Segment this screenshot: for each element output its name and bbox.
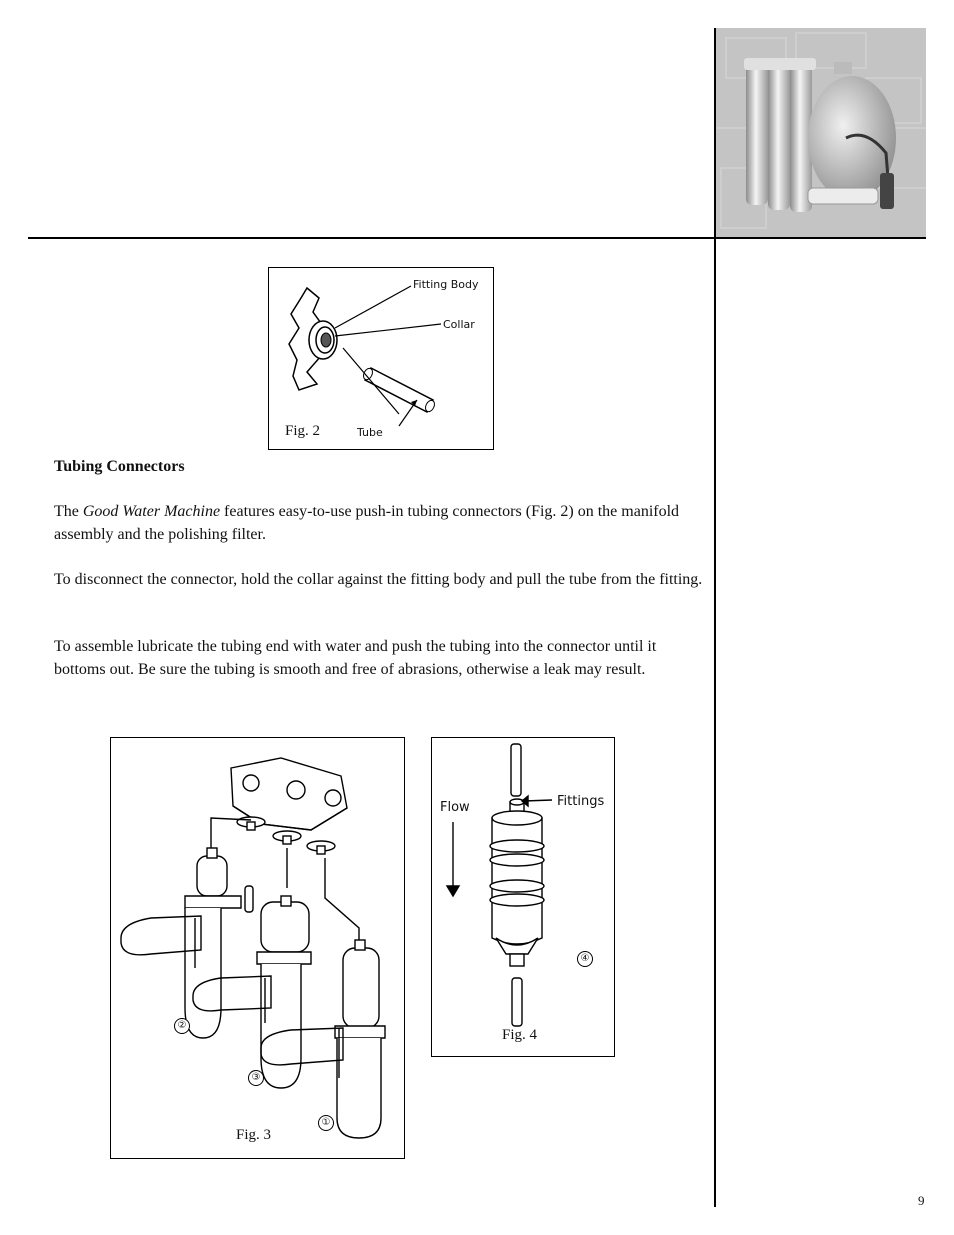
callout-4: ④: [577, 951, 593, 967]
figure-3-caption: Fig. 3: [236, 1127, 272, 1143]
callout-2: ②: [174, 1018, 190, 1034]
sidebar-vertical-rule: [714, 28, 716, 1207]
figure-3: [110, 737, 405, 1159]
polishing-filter-diagram: [432, 738, 614, 1056]
fitting-body-label: Fitting Body: [413, 278, 479, 291]
header-product-photo: [716, 28, 926, 237]
figure-2: [268, 267, 494, 450]
paragraph-disconnect: To disconnect the connector, hold the collar against the fitting body and pull the tube from the fitting.: [54, 571, 703, 588]
callout-1: ①: [318, 1115, 334, 1131]
collar-label: Collar: [443, 318, 475, 331]
product-name: Good Water Machine: [82, 503, 221, 520]
paragraph-assemble: To assemble lubricate the tubing end with water and push the tubing into the connector until it bottoms out. Be sure the tubing is smooth and free of abrasions, otherwise a leak may result.: [54, 638, 657, 678]
fitting-diagram: [269, 268, 493, 449]
figure-4-caption: Fig. 4: [502, 1027, 538, 1043]
section-heading: Tubing Connectors: [54, 458, 185, 475]
filter-assembly-diagram: [111, 738, 404, 1158]
product-photo-illustration: [716, 28, 926, 237]
intro-suffix: features easy-to-use push-in tubing connectors (Fig. 2) on the manifold assembly and the polishing filter.: [54, 503, 680, 543]
figure-2-caption: Fig. 2: [285, 423, 321, 439]
flow-label: Flow: [440, 800, 470, 815]
fittings-label: Fittings: [557, 794, 605, 809]
tube-label: Tube: [357, 426, 383, 439]
figure-4: [431, 737, 615, 1057]
header-horizontal-rule: [28, 237, 926, 239]
intro-prefix: The: [54, 503, 83, 520]
page-number: 9: [918, 1193, 925, 1208]
callout-3: ③: [248, 1070, 264, 1086]
paragraph-intro: [54, 501, 704, 546]
